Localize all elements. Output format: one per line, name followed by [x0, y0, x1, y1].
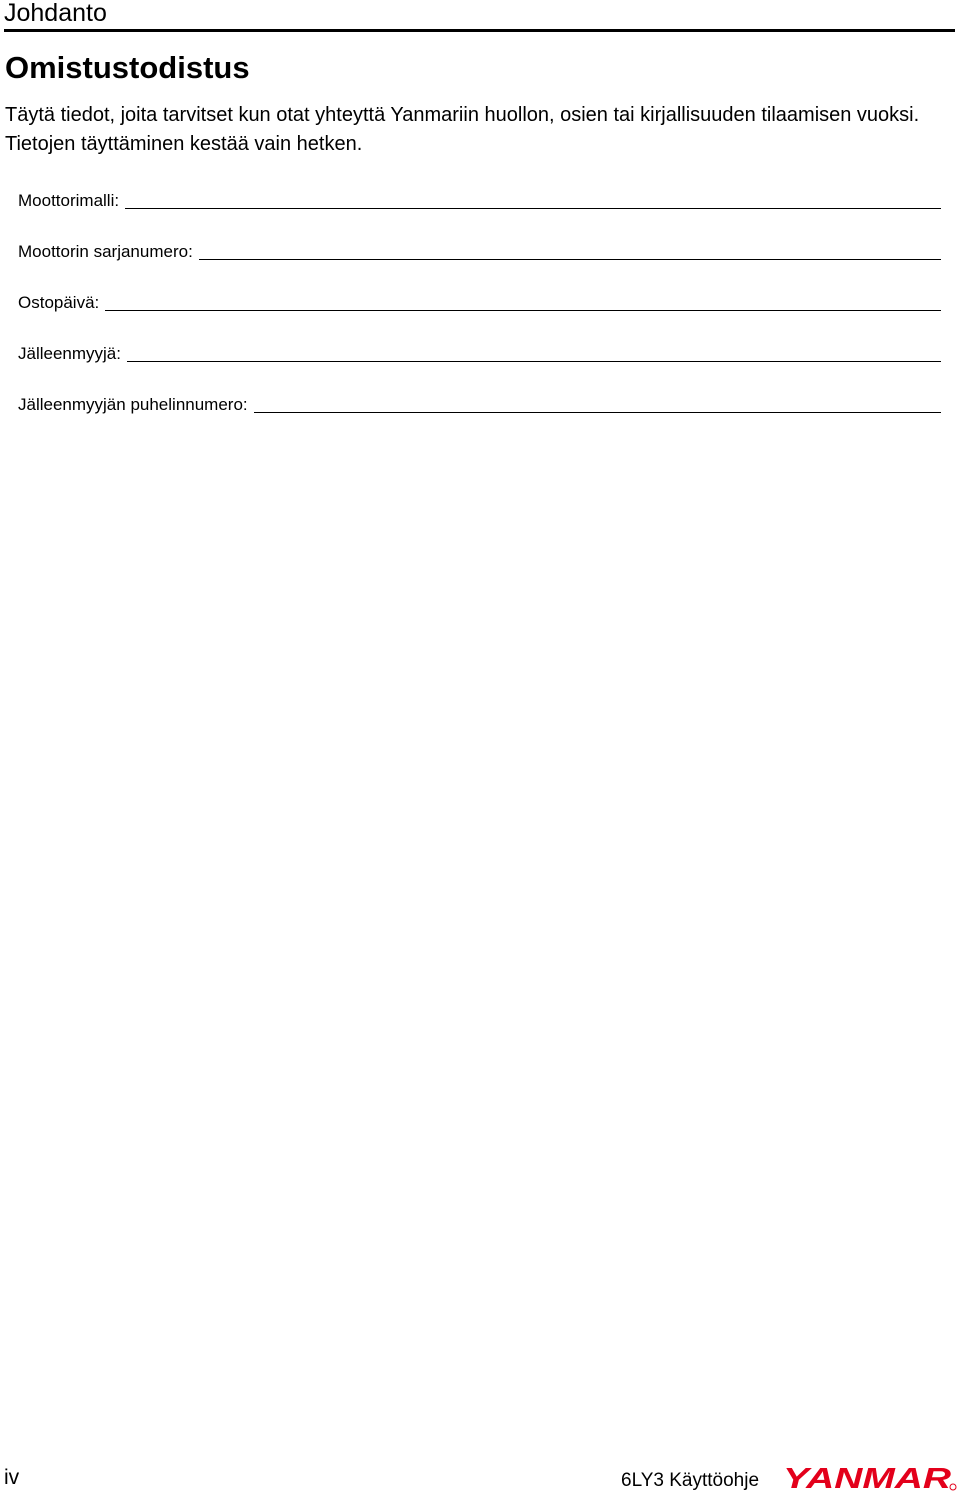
- field-label: Moottorin sarjanumero:: [18, 242, 193, 261]
- form-field-engine-model: [18, 186, 941, 215]
- manual-name: 6LY3 Käyttöohje: [621, 1470, 760, 1491]
- form-field-dealer-phone: [18, 390, 941, 419]
- yanmar-logo: [781, 1463, 957, 1491]
- field-label: Ostopäivä:: [18, 293, 100, 312]
- dealer-input-line[interactable]: [127, 361, 941, 362]
- field-label: Jälleenmyyjän puhelinnumero:: [18, 395, 248, 414]
- engine-model-input-line[interactable]: [125, 208, 941, 209]
- form-field-dealer: [18, 339, 941, 368]
- intro-paragraph: Täytä tiedot, joita tarvitset kun otat yhteyttä Yanmariin huollon, osien tai kirjallisuuden tilaamisen vuoksi. Tietojen täyttäminen kestää vain hetken.: [5, 104, 920, 155]
- owner-record-form: [18, 186, 941, 441]
- page-number: iv: [4, 1466, 20, 1489]
- field-label: Jälleenmyyjä:: [18, 344, 121, 363]
- header-rule: [4, 29, 955, 32]
- field-label: Moottorimalli:: [18, 191, 120, 210]
- form-field-serial-number: [18, 237, 941, 266]
- section-header: Johdanto: [4, 0, 107, 27]
- yanmar-logo-text: YANMAR: [783, 1463, 952, 1491]
- serial-number-input-line[interactable]: [199, 259, 941, 260]
- page-title: Omistustodistus: [5, 50, 250, 85]
- purchase-date-input-line[interactable]: [105, 310, 941, 311]
- form-field-purchase-date: [18, 288, 941, 317]
- dealer-phone-input-line[interactable]: [254, 412, 941, 413]
